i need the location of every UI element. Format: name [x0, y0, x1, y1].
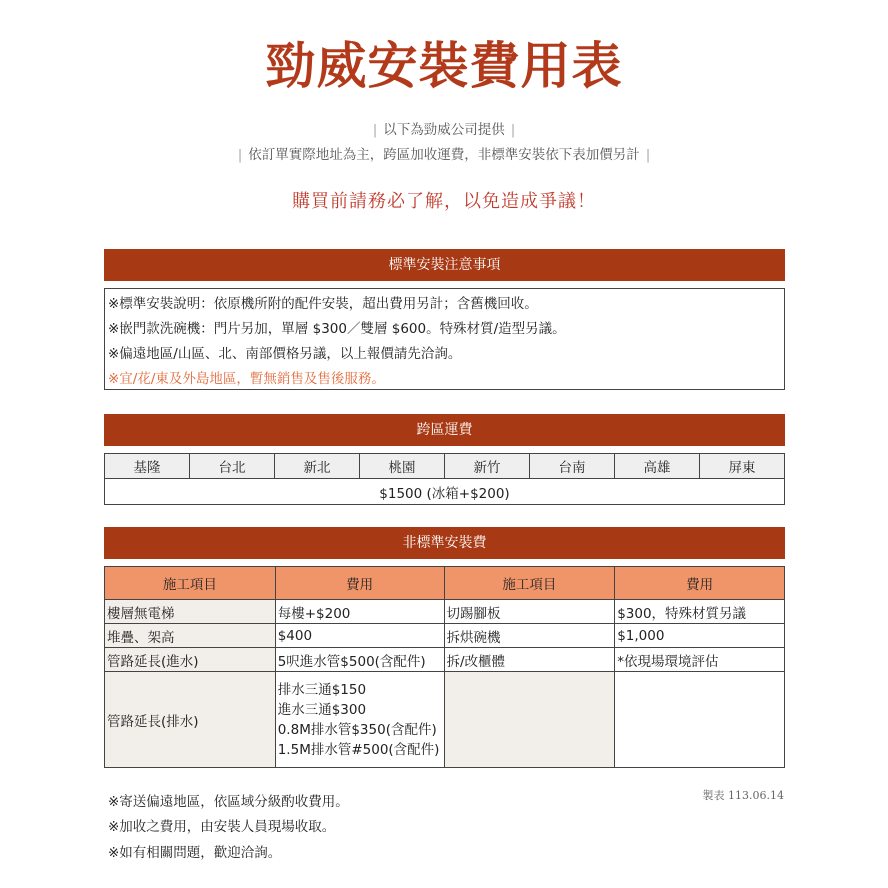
fee-item: 切踢腳板 — [444, 600, 615, 624]
table-row — [105, 648, 785, 672]
section-header-standard: 標準安裝注意事項 — [104, 249, 785, 281]
city-cell: 桃園 — [360, 454, 445, 479]
fee-value: $1,000 — [615, 624, 785, 648]
footer-note: ※寄送偏遠地區，依區域分級酌收費用。 — [108, 794, 349, 810]
column-header: 費用 — [615, 567, 785, 600]
table-row — [105, 624, 785, 648]
column-header: 施工項目 — [444, 567, 615, 600]
drain-fee-line: 0.8M排水管$350(含配件) — [277, 721, 437, 738]
shipping-table — [104, 453, 785, 505]
city-cell: 台南 — [530, 454, 615, 479]
fee-item: 管路延長(進水) — [105, 648, 276, 672]
fee-value: 每樓+$200 — [275, 600, 444, 624]
subtitle-provider — [0, 118, 888, 138]
nonstandard-fee-table — [104, 566, 785, 768]
subtitle-terms — [0, 143, 888, 163]
section-header-shipping: 跨區運費 — [104, 414, 785, 446]
table-header-row — [105, 567, 785, 600]
city-cell: 新北 — [275, 454, 360, 479]
fee-item: 堆疊、架高 — [105, 624, 276, 648]
fee-item: 拆/改櫃體 — [444, 648, 615, 672]
drain-fee-line: 1.5M排水管#500(含配件) — [277, 741, 440, 758]
column-header: 費用 — [275, 567, 444, 600]
city-cell: 基隆 — [105, 454, 190, 479]
fee-value: $300，特殊材質另議 — [615, 600, 785, 624]
table-row-drain — [105, 672, 785, 768]
note-line: ※標準安裝說明：依原機所附的配件安裝，超出費用另計；含舊機回收。 — [108, 296, 538, 312]
note-line-warning: ※宜/花/東及外島地區，暫無銷售及售後服務。 — [108, 371, 385, 387]
footer-note: ※如有相關問題，歡迎洽詢。 — [108, 845, 282, 861]
empty-cell — [615, 672, 785, 768]
shipping-price-row — [105, 479, 785, 505]
fee-item: 管路延長(排水) — [105, 672, 276, 768]
drain-fee-list — [275, 672, 444, 768]
note-line: ※嵌門款洗碗機：門片另加，單層 $300／雙層 $600。特殊材質/造型另議。 — [108, 321, 566, 337]
fee-value: *依現場環境評估 — [615, 648, 785, 672]
separator: | — [237, 147, 243, 163]
column-header: 施工項目 — [105, 567, 276, 600]
empty-cell — [444, 672, 615, 768]
made-date: 製表 113.06.14 — [702, 789, 784, 802]
fee-item: 樓層無電梯 — [105, 600, 276, 624]
subtitle-terms-text: 依訂單實際地址為主，跨區加收運費，非標準安裝依下表加價另計 — [248, 147, 640, 163]
fee-value: $400 — [275, 624, 444, 648]
fee-value: 5呎進水管$500(含配件) — [275, 648, 444, 672]
shipping-price: $1500 (冰箱+$200) — [105, 479, 785, 505]
warning-text: 購買前請務必了解，以免造成爭議！ — [292, 191, 596, 212]
city-cell: 高雄 — [615, 454, 700, 479]
note-line: ※偏遠地區/山區、北、南部價格另議，以上報價請先洽詢。 — [108, 346, 462, 362]
separator: | — [372, 122, 378, 138]
city-row — [105, 454, 785, 479]
standard-notes-box — [104, 288, 785, 390]
fee-item: 拆烘碗機 — [444, 624, 615, 648]
section-header-nonstandard: 非標準安裝費 — [104, 527, 785, 559]
footer-note: ※加收之費用，由安裝人員現場收取。 — [108, 819, 336, 835]
page-title: 勁威安裝費用表 — [265, 37, 623, 95]
separator: | — [510, 122, 516, 138]
drain-fee-line: 進水三通$300 — [277, 701, 367, 718]
drain-fee-line: 排水三通$150 — [277, 681, 367, 698]
city-cell: 新竹 — [445, 454, 530, 479]
subtitle-provider-text: 以下為勁威公司提供 — [383, 122, 505, 138]
city-cell: 屏東 — [700, 454, 785, 479]
table-row — [105, 600, 785, 624]
separator: | — [645, 147, 651, 163]
city-cell: 台北 — [190, 454, 275, 479]
